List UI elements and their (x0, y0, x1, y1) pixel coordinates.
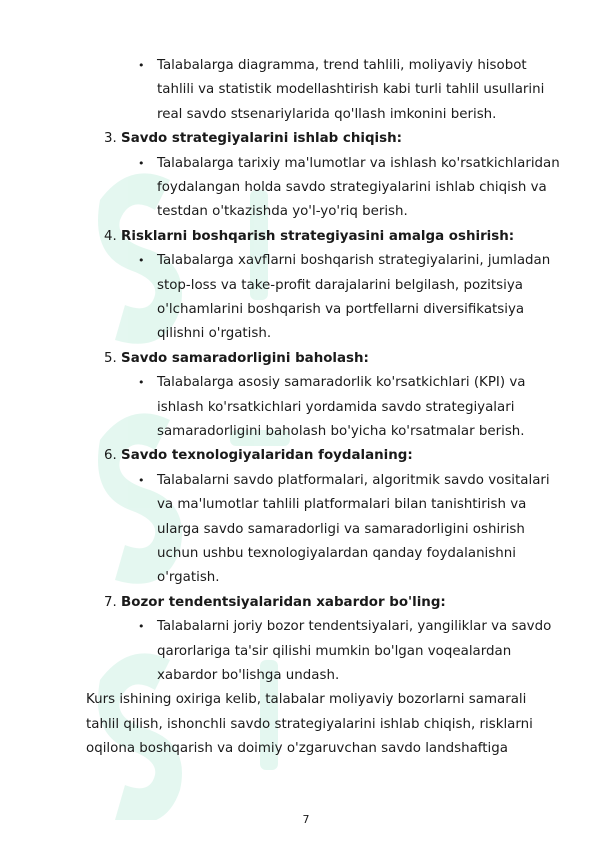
bullet-text-line: o'lchamlarini boshqarish va portfellarni diversifikatsiya (157, 302, 525, 317)
paragraph-line: oqilona boshqarish va doimiy o'zgaruvchan savdo landshaftiga (86, 741, 508, 757)
paragraph-line: tahlil qilish, ishonchli savdo strategiyalarini ishlab chiqish, risklarni (86, 716, 533, 732)
bullet-text-line: Talabalarga diagramma, trend tahlili, moliyaviy hisobot (157, 58, 527, 73)
bullet-text-line: ishlash ko'rsatkichlari yordamida savdo strategiyalari (157, 399, 515, 415)
bullet-text-line: foydalangan holda savdo strategiyalarini ishlab chiqish va (157, 180, 547, 195)
heading-number: 7. (104, 594, 117, 610)
numbered-heading (104, 127, 402, 151)
bullet-marker: • (138, 473, 145, 487)
heading-title: Savdo texnologiyalaridan foydalaning: (121, 448, 413, 464)
bullet-text-line: o'rgatish. (157, 570, 220, 586)
heading-number: 6. (104, 448, 117, 464)
bullet-text-line: xabardor bo'lishga undash. (157, 668, 340, 683)
bullet-text-line: stop-loss va take-profit darajalarini belgilash, pozitsiya (157, 277, 523, 293)
heading-title: Risklarni boshqarish strategiyasini amalga oshirish: (121, 228, 515, 244)
bullet-text-line: testdan o'tkazishda yo'l-yo'riq berish. (157, 204, 408, 220)
bullet-text-line: Talabalarni joriy bozor tendentsiyalari, yangiliklar va savdo (157, 619, 552, 635)
numbered-heading (104, 225, 514, 249)
heading-title: Bozor tendentsiyalaridan xabardor bo'ling: (121, 594, 446, 610)
bullet-text-line: va ma'lumotlar tahlili platformalari bilan tanishtirish va (157, 497, 527, 513)
bullet-marker: • (138, 376, 145, 390)
bullet-text-line: Talabalarni savdo platformalari, algoritmik savdo vositalari (157, 472, 550, 488)
bullet-text-line: Talabalarga xavflarni boshqarish strategiyalarini, jumladan (157, 253, 551, 269)
bullet-marker: • (138, 156, 145, 170)
bullet-text-line: tahlili va statistik modellashtirish kabi turli tahlil usullarini (157, 82, 545, 98)
bullet-text-line: real savdo stsenariylarida qo'llash imkonini berish. (157, 106, 497, 122)
bullet-text-line: ularga savdo samaradorligi va samaradorligini oshirish (157, 521, 525, 537)
bullet-marker: • (138, 620, 145, 634)
paragraph-line: Kurs ishining oxiriga kelib, talabalar moliyaviy bozorlarni samarali (86, 692, 527, 708)
page-number: 7 (302, 813, 310, 826)
heading-number: 3. (104, 131, 117, 147)
bullet-text-line: qarorlariga ta'sir qilishi mumkin bo'lgan voqealardan (157, 643, 512, 659)
heading-title: Savdo strategiyalarini ishlab chiqish: (121, 131, 403, 147)
bullet-marker: • (138, 59, 145, 72)
numbered-heading (104, 347, 369, 371)
bullet-text-line: qilishni o'rgatish. (157, 326, 272, 342)
bullet-text-line: samaradorligini baholash bo'yicha ko'rsatmalar berish. (157, 424, 525, 439)
numbered-heading (104, 444, 413, 468)
heading-number: 4. (104, 228, 117, 244)
bullet-text-line: uchun ushbu texnologiyalardan qanday foydalanishni (157, 546, 516, 561)
heading-number: 5. (104, 350, 117, 366)
bullet-text-line: Talabalarga tarixiy ma'lumotlar va ishlash ko'rsatkichlaridan (157, 155, 560, 171)
bullet-text-line: Talabalarga asosiy samaradorlik ko'rsatkichlari (KPI) va (157, 375, 526, 391)
bullet-marker: • (138, 254, 145, 268)
heading-title: Savdo samaradorligini baholash: (121, 350, 369, 366)
numbered-heading (104, 591, 446, 615)
